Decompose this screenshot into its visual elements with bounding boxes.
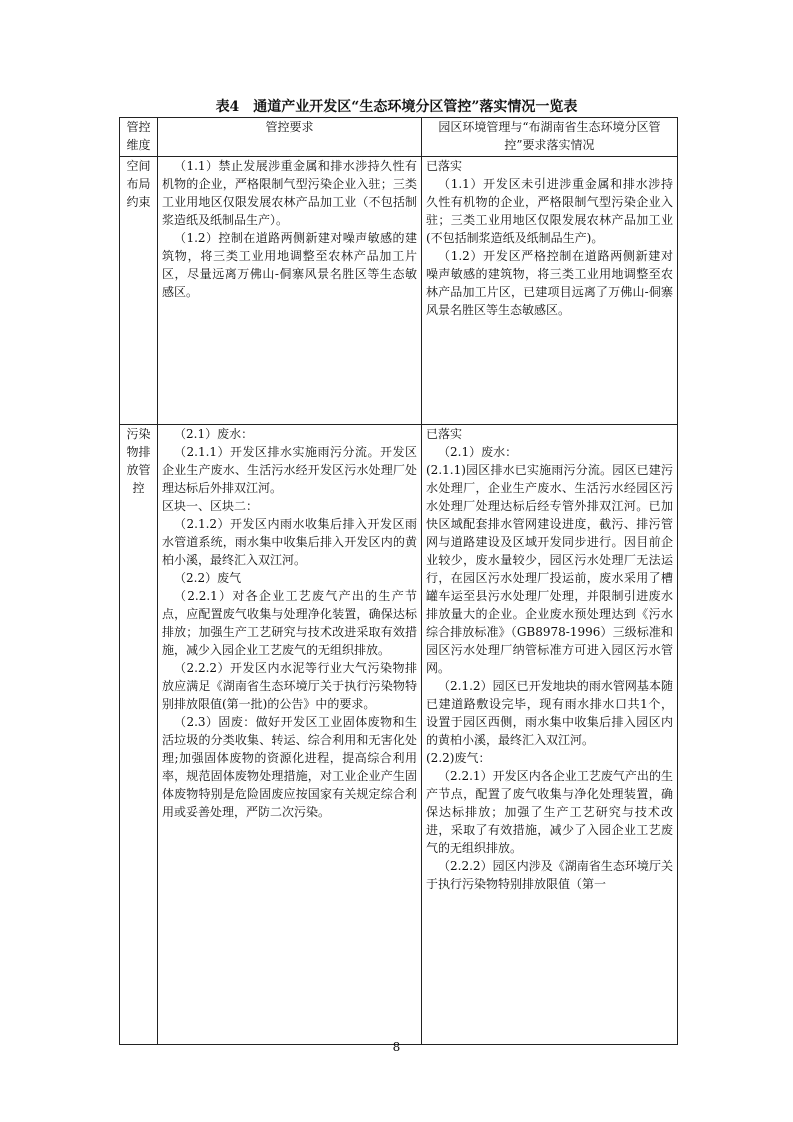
table-row (120, 157, 678, 425)
implementation-paragraph: （2.2.2）园区内涉及《湖南省生态环境厅关于执行污染物特别排放限值（第一 (426, 859, 673, 891)
requirement-paragraph: （2.1.2）开发区内雨水收集后排入开发区雨水管道系统，雨水集中收集后排入开发区内的黄柏小溪，最终汇入双江河。 (162, 517, 417, 567)
header-dimension: 管控维度 (120, 118, 158, 157)
implementation-paragraph: （1.2）开发区严格控制在道路两侧新建对噪声敏感的建筑物，将三类工业用地调整至农林产品加工片区，已建项目远离了万佛山-侗寨风景名胜区等生态敏感区。 (426, 249, 673, 317)
implementation-cell (422, 425, 678, 1045)
implementation-paragraph: （2.1）废水： (438, 445, 518, 459)
requirement-paragraph: （2.2）废气 (174, 571, 242, 585)
status-text: 已落实 (426, 159, 463, 173)
implementation-paragraph: (2.1.1)园区排水已实施雨污分流。园区已建污水处理厂，企业生产废水、生活污水经园区污水处理厂处理达标后经专管外排双江河。已加快区域配套排水管网建设进度，截污、排污管网与道路建设及区域开发同步进行。因目前企业较少，废水量较少，园区污水处理厂无法运行，在园区污水处理厂投运前，废水采用了槽罐车运至县污水处理厂处理，并限制引进废水排放量大的企业。企业废水预处理达到《污水综合排放标准》（GB8978-1996）三级标准和园区污水处理厂纳管标准方可进入园区污水管网。 (426, 463, 673, 675)
status-text: 已落实 (426, 427, 463, 441)
implementation-paragraph: （2.2.1）开发区内各企业工艺废气产出的生产节点，配置了废气收集与净化处理装置，确保达标排放；加强了生产工艺研究与技术改进，采取了有效措施，减少了入园企业工艺废气的无组织排放。 (426, 769, 673, 855)
requirement-paragraph: （2.3）固废：做好开发区工业固体废物和生活垃圾的分类收集、转运、综合利用和无害化处理;加强固体废物的资源化进程，提高综合利用率，规范固体废物处理措施，对工业企业产生固体废物特别是危险固废应按国家有关规定综合利用或妥善处理，严防二次污染。 (162, 715, 417, 819)
requirement-paragraph: （1.2）控制在道路两侧新建对噪声敏感的建筑物，将三类工业用地调整至农林产品加工片区，尽量远离万佛山-侗寨风景名胜区等生态敏感区。 (162, 231, 417, 299)
table-header-row (120, 118, 678, 157)
dimension-cell: 空间布局约束 (120, 157, 158, 425)
table-row (120, 425, 678, 1045)
requirement-paragraph: （1.1）禁止发展涉重金属和排水涉持久性有机物的企业，严格限制气型污染企业入驻；三类工业用地区仅限发展农林产品加工业（不包括制浆造纸及纸制品生产）。 (162, 159, 417, 227)
control-table (119, 117, 678, 1045)
requirement-paragraph: （2.1.1）开发区排水实施雨污分流。开发区企业生产废水、生活污水经开发区污水处理厂处理达标后外排双江河。 (162, 445, 417, 495)
requirement-paragraph: 区块一、区块二： (162, 499, 259, 513)
dimension-cell: 污染物排放管控 (120, 425, 158, 1045)
implementation-paragraph: （2.1.2）园区已开发地块的雨水管网基本随已建道路敷设完毕，现有雨水排水口共1个，设置于园区西侧，雨水集中收集后排入园区内的黄柏小溪，最终汇入双江河。 (426, 679, 673, 747)
requirement-cell (158, 425, 422, 1045)
implementation-cell (422, 157, 678, 425)
implementation-paragraph: （1.1）开发区未引进涉重金属和排水涉持久性有机物的企业，严格限制气型污染企业入驻；三类工业用地区仅限发展农林产品加工业(不包括制浆造纸及纸制品生产)。 (426, 177, 673, 245)
header-implementation: 园区环境管理与“布湖南省生态环境分区管控”要求落实情况 (422, 118, 678, 157)
requirement-cell (158, 157, 422, 425)
implementation-paragraph: (2.2)废气： (426, 751, 491, 765)
page-number: 8 (392, 1040, 401, 1054)
requirement-paragraph: （2.2.2）开发区内水泥等行业大气污染物排放应满足《湖南省生态环境厅关于执行污染物特别排放限值(第一批)的公告》中的要求。 (162, 661, 417, 711)
requirement-paragraph: （2.1）废水： (174, 427, 254, 441)
table-title: 表4 通道产业开发区“生态环境分区管控”落实情况一览表 (215, 99, 578, 115)
header-requirement: 管控要求 (158, 118, 422, 157)
requirement-paragraph: （2.2.1）对各企业工艺废气产出的生产节点，应配置废气收集与处理净化装置，确保达标排放；加强生产工艺研究与技术改进采取有效措施，减少入园企业工艺废气的无组织排放。 (162, 589, 417, 657)
